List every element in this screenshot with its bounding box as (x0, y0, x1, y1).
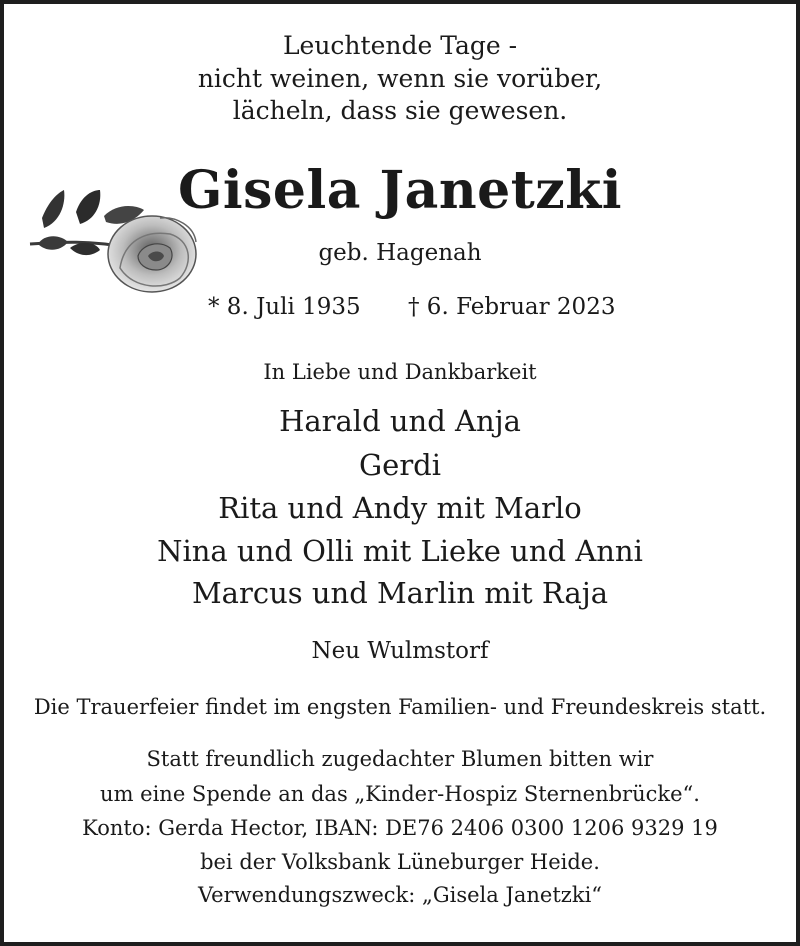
family-line-1: Harald und Anja (279, 404, 521, 438)
family-line-4: Nina und Olli mit Lieke und Anni (157, 534, 643, 568)
birth-date: * 8. Juli 1935 (208, 294, 361, 320)
donation-line-1: Statt freundlich zugedachter Blumen bitten wir (146, 747, 654, 771)
poem-line-3: lächeln, dass sie gewesen. (232, 96, 568, 125)
service-notice: Die Trauerfeier findet im engsten Familien- und Freundeskreis statt. (33, 695, 767, 719)
donation-line-4: bei der Volksbank Lüneburger Heide. (200, 850, 600, 874)
donation-line-5: Verwendungszweck: „Gisela Janetzki“ (197, 883, 603, 907)
family-line-5: Marcus und Marlin mit Raja (191, 576, 608, 610)
maiden-name: geb. Hagenah (318, 240, 482, 266)
poem-line-1: Leuchtende Tage - (282, 31, 518, 60)
dedication: In Liebe und Dankbarkeit (263, 360, 537, 384)
family-line-2: Gerdi (358, 448, 442, 482)
donation-line-3: Konto: Gerda Hector, IBAN: DE76 2406 0300 1206 9329 19 (82, 816, 718, 840)
death-date: † 6. Februar 2023 (408, 294, 616, 320)
family-line-3: Rita und Andy mit Marlo (218, 491, 582, 525)
deceased-name: Gisela Janetzki (177, 160, 623, 221)
place: Neu Wulmstorf (311, 638, 489, 664)
donation-line-2: um eine Spende an das „Kinder-Hospiz Sternenbrücke“. (100, 782, 700, 806)
poem-line-2: nicht weinen, wenn sie vorüber, (197, 64, 603, 93)
